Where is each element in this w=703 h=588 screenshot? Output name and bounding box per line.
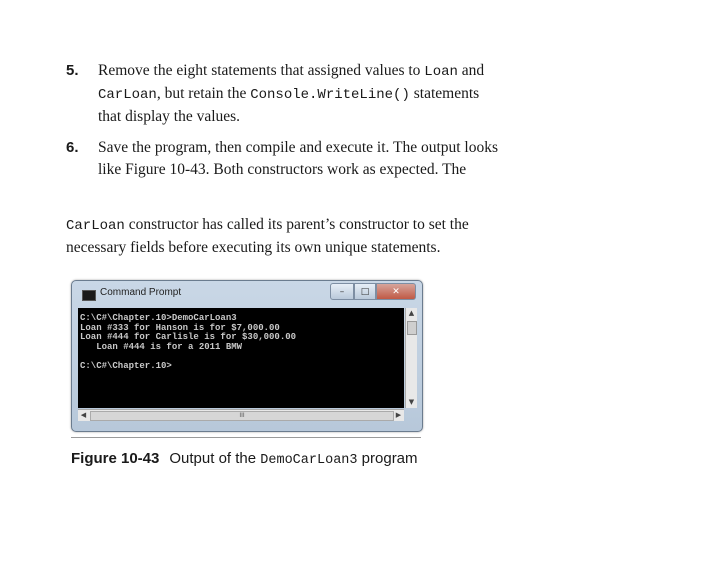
step-number: 5. <box>66 62 79 79</box>
step-text-part: Remove the eight statements that assigned values to <box>98 62 425 79</box>
inline-code: CarLoan <box>98 87 157 103</box>
paragraph-text: constructor has called its parent’s constructor to set the <box>124 216 469 233</box>
inline-code: CarLoan <box>66 218 125 234</box>
scroll-thumb[interactable] <box>407 321 417 335</box>
paragraph-text: necessary fields before executing its own unique statements. <box>66 239 441 256</box>
body-paragraph <box>66 214 606 259</box>
inline-code: DemoCarLoan3 <box>260 453 358 468</box>
console-line: Loan #444 is for a 2011 BMW <box>80 341 243 352</box>
step-text-part: statements <box>409 85 480 102</box>
command-prompt-icon <box>82 290 96 301</box>
console-output <box>78 308 404 408</box>
step-text-part: that display the values. <box>98 108 241 125</box>
scroll-right-icon[interactable]: ▶ <box>395 411 402 419</box>
scroll-thumb[interactable]: III <box>90 411 394 421</box>
inline-code: Console.WriteLine() <box>250 87 410 103</box>
caption-text: Output of the <box>169 450 261 467</box>
scroll-down-icon[interactable]: ▼ <box>408 398 415 406</box>
scroll-up-icon[interactable]: ▲ <box>408 309 415 317</box>
step-5 <box>66 60 586 128</box>
step-6 <box>66 137 586 181</box>
step-text <box>98 60 586 128</box>
step-text-part: and <box>457 62 485 79</box>
step-text-line: Save the program, then compile and execute it. The output looks <box>98 139 499 156</box>
figure-label: Figure 10-43 <box>71 450 160 467</box>
step-text-line: like Figure 10-43. Both constructors work as expected. The <box>98 161 467 178</box>
scroll-left-icon[interactable]: ◀ <box>80 411 87 419</box>
command-prompt-window <box>71 280 423 432</box>
figure-divider <box>71 437 421 438</box>
window-title: Command Prompt <box>100 287 182 298</box>
step-text <box>98 137 586 181</box>
inline-code: Loan <box>424 64 458 80</box>
step-number: 6. <box>66 139 79 156</box>
caption-text: program <box>357 450 418 467</box>
console-line: Loan #444 for Carlisle is for $30,000.00 <box>80 332 297 342</box>
vertical-scrollbar[interactable] <box>405 308 417 408</box>
console-line: C:\C#\Chapter.10> <box>80 360 172 371</box>
console-line: C:\C#\Chapter.10>DemoCarLoan3 <box>80 313 237 323</box>
step-text-part: , but retain the <box>156 85 251 102</box>
console-lines <box>80 314 296 371</box>
console-line: Loan #333 for Hanson is for $7,000.00 <box>80 322 280 333</box>
close-button[interactable]: ✕ <box>376 283 416 300</box>
window-titlebar <box>72 281 422 307</box>
window-controls <box>330 283 416 299</box>
figure-caption <box>71 450 418 468</box>
horizontal-scrollbar[interactable] <box>78 409 404 421</box>
maximize-button[interactable]: □ <box>354 283 376 300</box>
minimize-button[interactable]: – <box>330 283 354 300</box>
